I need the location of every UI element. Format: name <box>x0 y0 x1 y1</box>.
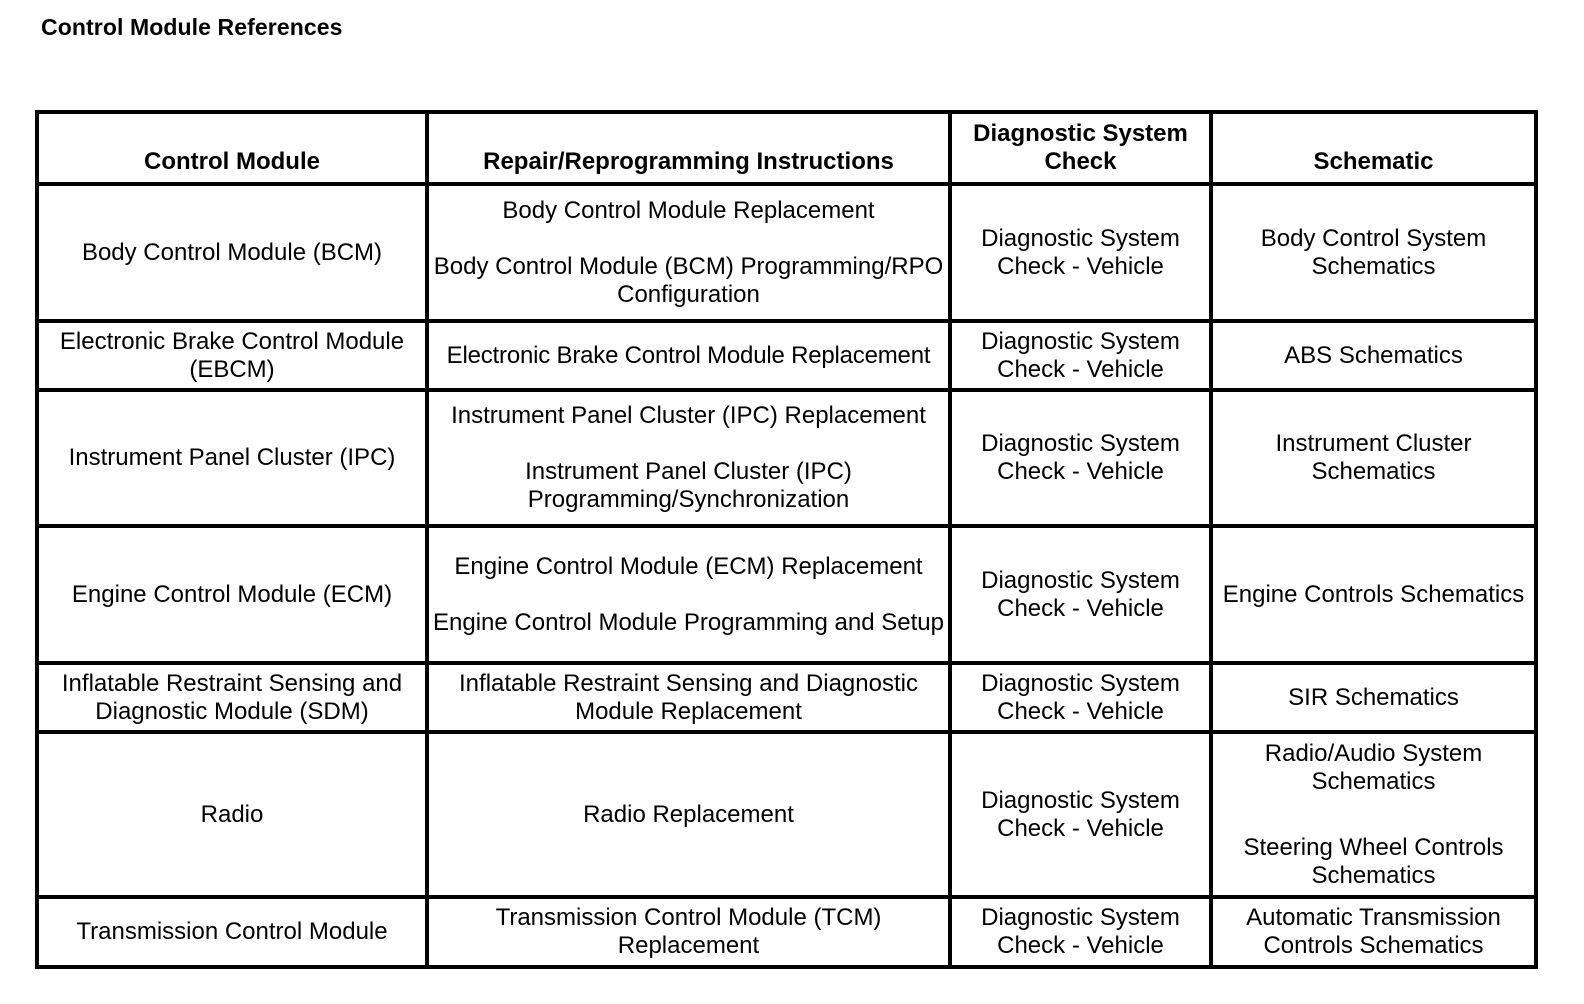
cell-repair-instructions <box>427 663 950 732</box>
cell-diagnostic-check <box>950 390 1211 526</box>
diagnostic-link[interactable]: Diagnostic System Check - Vehicle <box>981 669 1180 725</box>
cell-diagnostic-check <box>950 526 1211 663</box>
cell-control-module: Transmission Control Module <box>37 897 427 967</box>
cell-repair-instructions <box>427 390 950 526</box>
cell-schematic <box>1211 321 1536 390</box>
table-row <box>37 390 1536 526</box>
table-row <box>37 184 1536 321</box>
repair-link[interactable]: Radio Replacement <box>583 800 794 828</box>
schematic-link[interactable]: Body Control System Schematics <box>1260 224 1487 280</box>
control-module-references-table <box>35 110 1538 969</box>
repair-link[interactable]: Electronic Brake Control Module Replacement <box>446 341 931 369</box>
diagnostic-link[interactable]: Diagnostic System Check - Vehicle <box>981 786 1180 842</box>
repair-link[interactable]: Instrument Panel Cluster (IPC) Programming/Synchronization <box>525 458 852 513</box>
repair-link[interactable]: Engine Control Module (ECM) Replacement <box>454 552 923 580</box>
schematic-link[interactable]: Radio/Audio System Schematics <box>1264 739 1483 795</box>
cell-control-module: Instrument Panel Cluster (IPC) <box>37 390 427 526</box>
cell-diagnostic-check <box>950 897 1211 967</box>
page-title: Control Module References <box>41 14 343 40</box>
cell-control-module: Body Control Module (BCM) <box>37 184 427 321</box>
diagnostic-link[interactable]: Diagnostic System Check - Vehicle <box>981 224 1180 280</box>
diagnostic-link[interactable]: Diagnostic System Check - Vehicle <box>981 904 1180 959</box>
schematic-link[interactable]: Steering Wheel Controls Schematics <box>1243 833 1504 889</box>
cell-control-module: Radio <box>37 732 427 897</box>
cell-diagnostic-check <box>950 321 1211 390</box>
header-repair-instructions: Repair/Reprogramming Instructions <box>427 112 950 184</box>
header-schematic: Schematic <box>1211 112 1536 184</box>
cell-control-module: Inflatable Restraint Sensing and Diagnostic Module (SDM) <box>37 663 427 732</box>
schematic-link[interactable]: SIR Schematics <box>1288 683 1459 711</box>
cell-repair-instructions <box>427 897 950 967</box>
repair-link[interactable]: Transmission Control Module (TCM) Replacement <box>495 904 882 959</box>
table-row <box>37 321 1536 390</box>
table-row <box>37 897 1536 967</box>
diagnostic-link[interactable]: Diagnostic System Check - Vehicle <box>981 327 1180 383</box>
table-header-row <box>37 112 1536 184</box>
cell-diagnostic-check <box>950 663 1211 732</box>
schematic-link[interactable]: Instrument Cluster Schematics <box>1275 430 1472 485</box>
cell-schematic <box>1211 526 1536 663</box>
cell-schematic <box>1211 663 1536 732</box>
table-row <box>37 526 1536 663</box>
schematic-link[interactable]: Engine Controls Schematics <box>1222 580 1525 608</box>
table-row <box>37 663 1536 732</box>
repair-link[interactable]: Body Control Module Replacement <box>502 196 875 224</box>
schematic-link[interactable]: Automatic Transmission Controls Schematics <box>1246 904 1501 959</box>
cell-diagnostic-check <box>950 732 1211 897</box>
header-diagnostic-system-check: Diagnostic System Check <box>950 112 1211 184</box>
cell-diagnostic-check <box>950 184 1211 321</box>
repair-link[interactable]: Instrument Panel Cluster (IPC) Replacement <box>451 402 926 429</box>
cell-schematic <box>1211 732 1536 897</box>
diagnostic-link[interactable]: Diagnostic System Check - Vehicle <box>981 566 1180 622</box>
repair-link[interactable]: Engine Control Module Programming and Setup <box>433 608 944 636</box>
repair-link[interactable]: Body Control Module (BCM) Programming/RPO Configuration <box>433 252 944 308</box>
cell-repair-instructions <box>427 732 950 897</box>
cell-control-module: Engine Control Module (ECM) <box>37 526 427 663</box>
cell-repair-instructions <box>427 321 950 390</box>
schematic-link[interactable]: ABS Schematics <box>1284 341 1463 369</box>
cell-repair-instructions <box>427 526 950 663</box>
cell-schematic <box>1211 390 1536 526</box>
cell-control-module: Electronic Brake Control Module (EBCM) <box>37 321 427 390</box>
header-control-module: Control Module <box>37 112 427 184</box>
diagnostic-link[interactable]: Diagnostic System Check - Vehicle <box>981 430 1180 485</box>
cell-schematic <box>1211 184 1536 321</box>
cell-repair-instructions <box>427 184 950 321</box>
table-row <box>37 732 1536 897</box>
cell-schematic <box>1211 897 1536 967</box>
repair-link[interactable]: Inflatable Restraint Sensing and Diagnostic Module Replacement <box>459 669 918 725</box>
